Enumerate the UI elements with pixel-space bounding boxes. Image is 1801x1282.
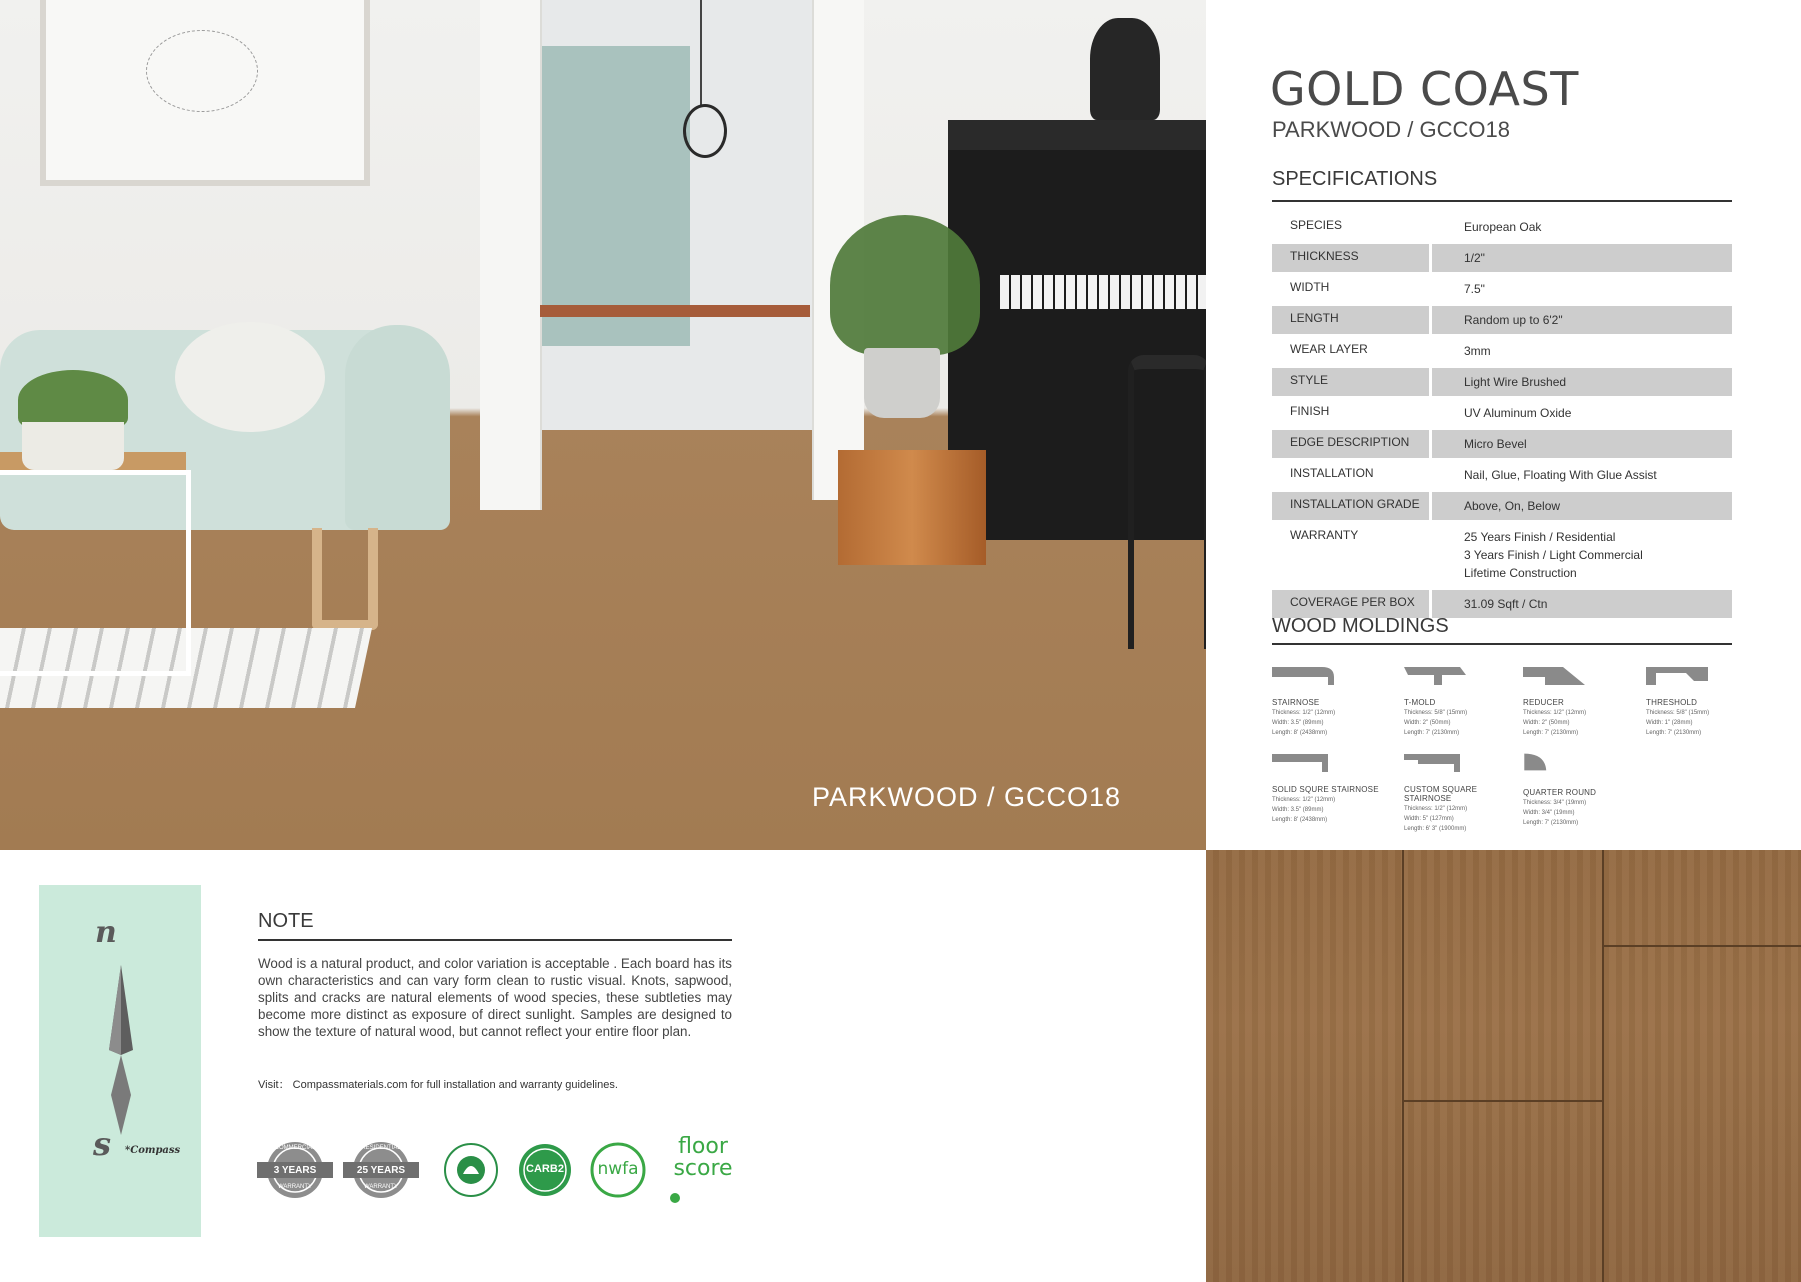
photo-pillow: [175, 322, 325, 432]
molding-dim: Length: 7' (2130mm): [1646, 730, 1702, 736]
molding-name: REDUCER: [1523, 698, 1564, 707]
spec-row-edge: [1272, 430, 1732, 458]
carb-text: CARB2: [526, 1163, 564, 1175]
residential-warranty-badge-icon: [341, 1138, 421, 1202]
moldings-title: WOOD MOLDINGS: [1272, 615, 1449, 637]
logo-letter-s: s: [93, 1125, 112, 1163]
plank-joint: [1604, 945, 1801, 947]
custom-stairnose-profile-icon: [1404, 752, 1466, 774]
spec-label: LENGTH: [1272, 306, 1429, 334]
spec-label: WEAR LAYER: [1290, 342, 1368, 356]
photo-wall-art: [540, 46, 690, 346]
photo-wood-block: [838, 450, 986, 565]
molding-dim: Length: 7' (2130mm): [1404, 730, 1460, 736]
spec-value: [1432, 461, 1732, 489]
photo-framed-map: [40, 0, 370, 186]
badge-bottom-text: WARRANTY: [363, 1184, 399, 1190]
spec-label: COVERAGE PER BOX: [1272, 590, 1429, 618]
molding-dim: Width: 3.5" (89mm): [1272, 720, 1324, 726]
spec-row-installation-grade: [1272, 492, 1732, 520]
photo-lamp-cord: [700, 0, 702, 106]
specifications-table: [1272, 213, 1732, 621]
molding-dim: Thickness: 3/4" (19mm): [1523, 800, 1587, 806]
moldings-rule: [1272, 643, 1732, 645]
spec-value-line: 7.5": [1464, 282, 1485, 296]
molding-dim: Width: 3/4" (19mm): [1523, 810, 1575, 816]
reducer-profile-icon: [1523, 665, 1585, 687]
commercial-warranty-badge-icon: [255, 1138, 335, 1202]
spec-row-length: [1272, 306, 1732, 334]
molding-quarter-round: [1523, 747, 1643, 827]
photo-potted-plant: [830, 215, 980, 355]
floorscore-text-2: score: [673, 1156, 733, 1181]
solid-stairnose-profile-icon: [1272, 752, 1334, 774]
photo-bust: [1090, 18, 1160, 120]
spec-value: [1432, 590, 1732, 618]
note-body: Wood is a natural product, and color variation is acceptable . Each board has its own characteristics and can vary form clean to rustic visual. Knots, sapwood, splits and cracks are natural elements of wood species, these subtleties may become more distinct as exposure of direct sunlight. Samples are designed to show the texture of natural wood, but cannot reflect your entire floor plan.: [258, 956, 732, 1039]
molding-dim: Length: 8' (2438mm): [1272, 817, 1328, 823]
floorscore-logo-icon: [663, 1130, 743, 1206]
specifications-title: SPECIFICATIONS: [1272, 168, 1438, 190]
spec-row-wear-layer: [1272, 337, 1732, 365]
spec-value-line: 3 Years Finish / Light Commercial: [1464, 548, 1643, 562]
spec-row-finish: [1272, 399, 1732, 427]
logo-letter-n: n: [95, 915, 117, 950]
molding-name: SOLID SQURE STAIRNOSE: [1272, 785, 1379, 794]
spec-row-coverage: [1272, 590, 1732, 618]
stairnose-profile-icon: [1272, 665, 1334, 687]
spec-value-line: Lifetime Construction: [1464, 566, 1577, 580]
spec-value: [1432, 275, 1732, 303]
molding-dim: Length: 7' (2130mm): [1523, 730, 1579, 736]
nwfa-text: nwfa: [597, 1159, 639, 1179]
photo-plant-pot: [864, 348, 940, 418]
specs-panel: [1206, 0, 1801, 850]
spec-row-warranty: [1272, 523, 1732, 587]
photo-succulent: [18, 370, 128, 430]
photo-side-table-frame: [0, 470, 191, 676]
spec-label: THICKNESS: [1272, 244, 1429, 272]
molding-dim: Length: 7' (2130mm): [1523, 820, 1579, 826]
spec-value-line: UV Aluminum Oxide: [1464, 406, 1572, 420]
spec-value-line: 25 Years Finish / Residential: [1464, 530, 1616, 544]
spec-value-line: 1/2": [1464, 251, 1485, 265]
badge-bottom-text: WARRANTY: [277, 1184, 313, 1190]
spec-value: [1432, 523, 1732, 587]
certification-logos: [255, 1130, 755, 1210]
molding-dim: Thickness: 1/2" (12mm): [1272, 710, 1336, 716]
badge-top-text: COMMERCIAL: [274, 1145, 316, 1151]
spec-value: [1432, 368, 1732, 396]
molding-name: CUSTOM SQUARE STAIRNOSE: [1404, 785, 1478, 803]
molding-stairnose: [1272, 665, 1392, 737]
spec-label: INSTALLATION GRADE: [1272, 492, 1429, 520]
wood-sample-swatch: [1206, 850, 1801, 1282]
photo-dining-table: [540, 305, 810, 317]
specifications-rule: [1272, 200, 1732, 202]
spec-value-line: Above, On, Below: [1464, 499, 1561, 513]
carb2-logo-icon: [517, 1142, 573, 1198]
spec-label: WIDTH: [1290, 280, 1330, 294]
photo-caption: PARKWOOD / GCCO18: [812, 782, 1122, 812]
badge-top-text: RESIDENTIAL: [361, 1145, 401, 1151]
molding-dim: Length: 8' (2438mm): [1272, 730, 1328, 736]
spec-value: [1432, 337, 1732, 365]
floorscore-text-1: floor: [678, 1134, 728, 1159]
spec-row-species: [1272, 213, 1732, 241]
nwfa-logo-icon: [589, 1142, 647, 1198]
plank-joint: [1404, 1100, 1602, 1102]
photo-sofa-leg: [312, 528, 378, 630]
spec-label: INSTALLATION: [1290, 466, 1374, 480]
photo-pendant-lamp: [683, 104, 727, 158]
spec-value-line: European Oak: [1464, 220, 1542, 234]
brand-logo-panel: [39, 885, 201, 1237]
product-subtitle: PARKWOOD / GCCO18: [1272, 117, 1510, 142]
spec-row-style: [1272, 368, 1732, 396]
logo-wordmark: *Compass: [125, 1145, 181, 1156]
badge-years-text: 25 YEARS: [356, 1165, 406, 1176]
photo-sofa-arm: [345, 325, 450, 530]
moldings-grid: [1272, 665, 1732, 840]
compass-needle-icon: [101, 965, 141, 1135]
spec-row-thickness: [1272, 244, 1732, 272]
molding-dim: Thickness: 1/2" (12mm): [1404, 806, 1468, 812]
molding-dim: Thickness: 1/2" (12mm): [1272, 797, 1336, 803]
molding-name: THRESHOLD: [1646, 698, 1698, 707]
spec-value: [1432, 492, 1732, 520]
spec-value: [1432, 244, 1732, 272]
spec-value-line: Random up to 6'2": [1464, 313, 1563, 327]
note-title: NOTE: [258, 910, 314, 932]
spec-label: STYLE: [1272, 368, 1429, 396]
quarter-round-profile-icon: [1523, 747, 1563, 777]
molding-custom-square-stairnose: [1404, 752, 1524, 833]
molding-reducer: [1523, 665, 1643, 737]
spec-value-line: 31.09 Sqft / Ctn: [1464, 597, 1548, 611]
molding-t-mold: [1404, 665, 1524, 737]
room-photo: [0, 0, 1206, 850]
molding-threshold: [1646, 665, 1766, 737]
spec-value: [1432, 430, 1732, 458]
spec-row-width: [1272, 275, 1732, 303]
spec-row-installation: [1272, 461, 1732, 489]
spec-label: FINISH: [1290, 404, 1330, 418]
photo-succulent-pot: [22, 422, 124, 470]
spec-label: WARRANTY: [1290, 528, 1359, 542]
molding-dim: Width: 3.5" (89mm): [1272, 807, 1324, 813]
note-rule: [258, 939, 732, 941]
molding-solid-square-stairnose: [1272, 752, 1392, 824]
spec-value-line: Nail, Glue, Floating With Glue Assist: [1464, 468, 1657, 482]
visit-text: Visit： Compassmaterials.com for full installation and warranty guidelines.: [258, 1079, 618, 1091]
molding-dim: Width: 2" (50mm): [1523, 720, 1570, 726]
molding-dim: Thickness: 5/8" (15mm): [1646, 710, 1710, 716]
photo-piano-keys: [1000, 275, 1206, 309]
photo-door-left: [480, 0, 542, 510]
photo-piano-top: [948, 120, 1206, 150]
spec-value-line: Micro Bevel: [1464, 437, 1527, 451]
molding-name: T-MOLD: [1404, 698, 1436, 707]
molding-dim: Width: 1" (28mm): [1646, 720, 1693, 726]
t-mold-profile-icon: [1404, 665, 1466, 687]
molding-dim: Thickness: 1/2" (12mm): [1523, 710, 1587, 716]
threshold-profile-icon: [1646, 665, 1708, 687]
badge-years-text: 3 YEARS: [273, 1165, 317, 1176]
environmental-protection-logo-icon: [443, 1142, 499, 1198]
spec-value-line: 3mm: [1464, 344, 1491, 358]
spec-label: EDGE DESCRIPTION: [1272, 430, 1429, 458]
spec-value: [1432, 399, 1732, 427]
spec-value: [1432, 306, 1732, 334]
product-title: GOLD COAST: [1270, 62, 1579, 116]
spec-value-line: Light Wire Brushed: [1464, 375, 1567, 389]
molding-name: QUARTER ROUND: [1523, 788, 1597, 797]
molding-dim: Width: 5" (127mm): [1404, 816, 1454, 822]
molding-dim: Width: 2" (50mm): [1404, 720, 1451, 726]
molding-dim: Thickness: 5/8" (15mm): [1404, 710, 1468, 716]
molding-dim: Length: 6' 3" (1900mm): [1404, 826, 1467, 832]
molding-name: STAIRNOSE: [1272, 698, 1320, 707]
spec-label: SPECIES: [1290, 218, 1343, 232]
spec-value: [1432, 213, 1732, 241]
photo-stool: [1128, 355, 1206, 649]
